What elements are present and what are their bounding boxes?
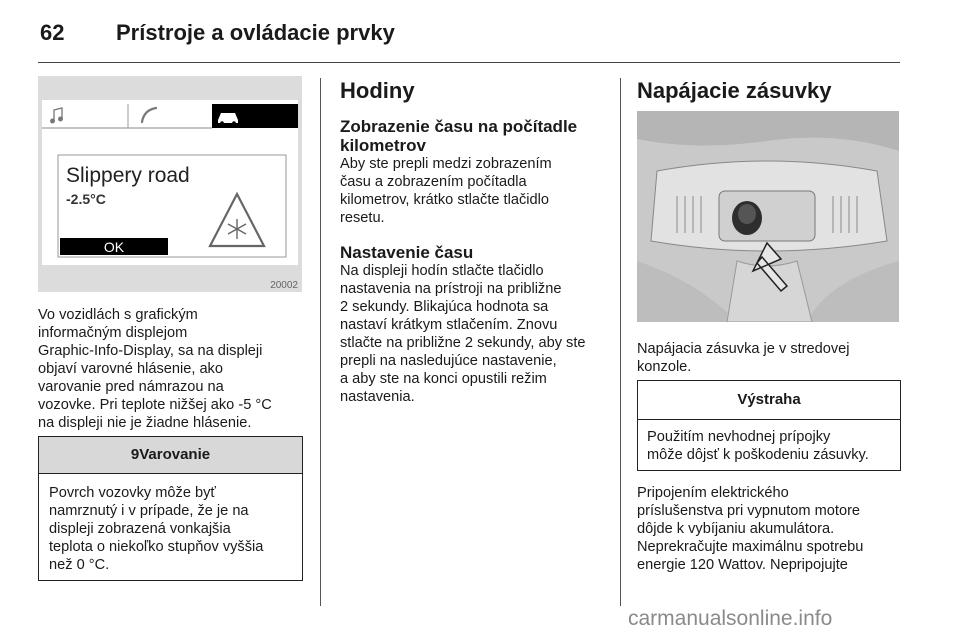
warning-symbol-icon: 9	[130, 446, 140, 463]
text-line: energie 120 Wattov. Nepripojujte	[637, 557, 848, 573]
column-divider	[620, 78, 621, 606]
text-line: môže dôjsť k poškodeniu zásuvky.	[647, 447, 869, 463]
text-line: času a zobrazením počítadla	[340, 174, 527, 190]
section-heading: Napájacie zásuvky	[637, 78, 832, 103]
warning-title: Varovanie	[139, 446, 211, 463]
display-temperature: -2.5°C	[66, 191, 106, 207]
text-line: 2 sekundy. Blikajúca hodnota sa	[340, 299, 549, 315]
text-line: príslušenstva pri vypnutom motore	[637, 503, 861, 519]
warning-box	[38, 436, 303, 581]
text-line: než 0 °C.	[49, 557, 110, 573]
section-heading: Hodiny	[340, 78, 415, 103]
text-line: Napájacia zásuvka je v stredovej	[637, 341, 850, 357]
warning-header	[39, 437, 302, 474]
intro-paragraph	[38, 306, 308, 432]
text-line: Vo vozidlách s grafickým	[38, 307, 198, 323]
caution-box	[637, 380, 901, 471]
clock-section	[340, 78, 612, 406]
display-figure	[38, 76, 302, 292]
text-line: namrznutý i v prípade, že je na	[49, 503, 249, 519]
subheading-line: Zobrazenie času na počítadle	[340, 117, 578, 136]
text-line: konzole.	[637, 359, 692, 375]
text-line: varovanie pred námrazou na	[38, 379, 224, 395]
text-line: nastaví krátkym stlačením. Znovu	[340, 317, 558, 333]
text-line: vozovke. Pri teplote nižšej ako -5 °C	[38, 397, 272, 413]
clock-paragraph	[340, 155, 612, 227]
caution-header: Výstraha	[638, 381, 900, 420]
outlet-paragraph	[637, 340, 899, 376]
display-ok-button: OK	[103, 239, 125, 255]
text-line: dôjde k vybíjaniu akumulátora.	[637, 521, 835, 537]
display-message: Slippery road	[66, 164, 190, 187]
text-line: resetu.	[340, 210, 385, 226]
text-line: Graphic-Info-Display, sa na displeji	[38, 343, 263, 359]
subheading-set-time: Nastavenie času	[340, 243, 474, 262]
page-number: 62	[40, 20, 65, 45]
battery-paragraph	[637, 484, 899, 574]
warning-body	[39, 474, 302, 582]
figure-number: 20002	[270, 280, 298, 291]
text-line: Neprekračujte maximálnu spotrebu	[637, 539, 864, 555]
subheading-display	[340, 117, 612, 155]
text-line: Použitím nevhodnej prípojky	[647, 429, 831, 445]
caution-body	[638, 420, 900, 472]
text-line: teplota o niekoľko stupňov vyššia	[49, 539, 264, 555]
text-line: prepli na nasledujúce nastavenie,	[340, 353, 557, 369]
text-line: Pripojením elektrického	[637, 485, 789, 501]
subheading-line: kilometrov	[340, 136, 426, 155]
text-line: Povrch vozovky môže byť	[49, 485, 216, 501]
text-line: nastavenia na prístroji na približne	[340, 281, 562, 297]
text-line: stlačte na približne 2 sekundy, aby ste	[340, 335, 586, 351]
text-line: informačným displejom	[38, 325, 188, 341]
text-line: objaví varovné hlásenie, ako	[38, 361, 223, 377]
text-line: nastavenia.	[340, 389, 415, 405]
column-divider	[320, 78, 321, 606]
power-socket-icon	[732, 201, 762, 235]
power-outlet-figure	[637, 111, 899, 322]
text-line: kilometrov, krátko stlačte tlačidlo	[340, 192, 549, 208]
text-line: displeji zobrazená vonkajšia	[49, 521, 231, 537]
footer-watermark: carmanualsonline.info	[628, 607, 833, 630]
power-outlet-heading-wrap	[637, 78, 899, 104]
text-line: Aby ste prepli medzi zobrazením	[340, 156, 552, 172]
text-line: a aby ste na konci opustili režim	[340, 371, 547, 387]
header-rule	[38, 62, 900, 63]
set-time-paragraph	[340, 262, 612, 406]
text-line: Na displeji hodín stlačte tlačidlo	[340, 263, 544, 279]
page-title: Prístroje a ovládacie prvky	[116, 20, 395, 45]
text-line: na displeji nie je žiadne hlásenie.	[38, 415, 252, 431]
